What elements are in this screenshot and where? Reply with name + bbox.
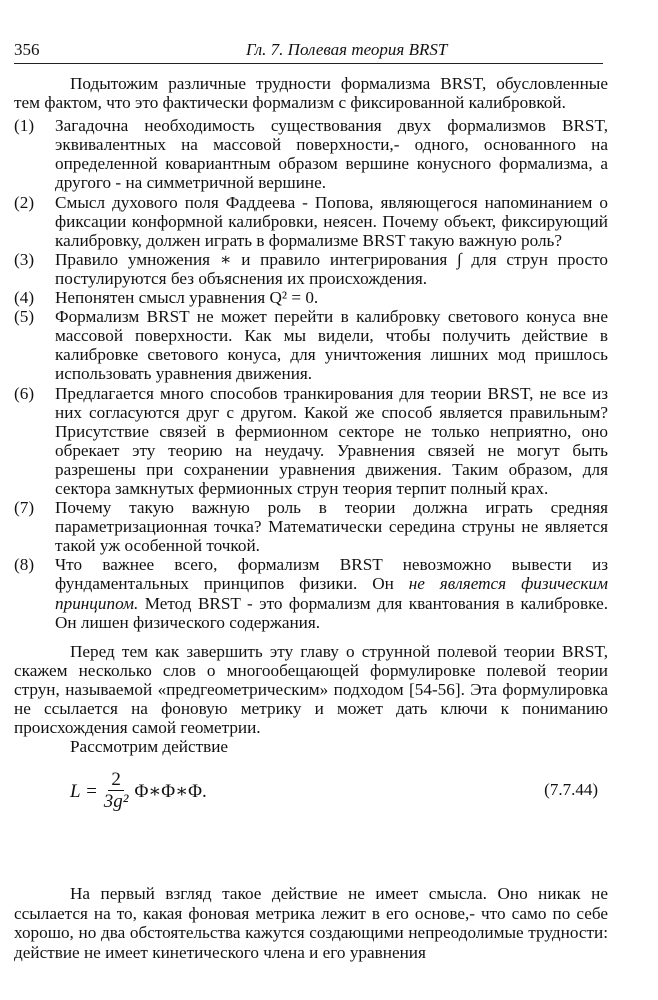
fraction-denominator: 3g² xyxy=(103,791,129,813)
list-item: (5) Формализм BRST не может перейти в калибровку светового конуса вне массовой поверхности. Как мы видели, чтобы получить действие в калибровке светового конуса, для уничтожения лишних мод пришлось использовать уравнения движения. xyxy=(14,307,608,384)
running-head: Гл. 7. Полевая теория BRST xyxy=(246,40,448,59)
difficulties-list xyxy=(14,116,608,632)
paragraph-consider: Рассмотрим действие xyxy=(70,737,229,757)
list-item: (6) Предлагается много способов транкирования для теории BRST, не все из них согласуются друг с другом. Какой же способ является правильным? Присутствие связей в фермионном секторе не только неприятно, оно обрекает эту теорию на неудачу. Уравнения связей не могут быть разрешены при сохранении уравнения движения. Таким образом, для сектора замкнутых фермионных струн теория терпит полный крах. xyxy=(14,383,608,498)
list-item: (8) Что важнее всего, формализм BRST невозможно вывести из фундаментальных принципов физики. Он не является физическим принципом. Метод BRST - это формализм для квантования в калибровке. Он лишен физического содержания. xyxy=(14,555,608,632)
closing-paragraph: На первый взгляд такое действие не имеет смысла. Оно никак не ссылается на то, какая фоновая метрика лежит в его основе,- что само по себе хорошо, но два обстоятельства кажутся создающими непреодолимые трудности: действие не имеет кинетического члена и его уравнения xyxy=(14,884,608,962)
intro-paragraph: Подытожим различные трудности формализма BRST, обусловленные тем фактом, что это фактически формализм с фиксированной калибровкой. xyxy=(14,74,608,113)
equation-number: (7.7.44) xyxy=(544,780,598,800)
equation-7-7-44 xyxy=(14,762,608,818)
list-item: (7) Почему такую важную роль в теории должна играть средняя параметризационная точка? Математически середина струны не является такой уж особенной точкой. xyxy=(14,498,608,556)
page-header xyxy=(14,40,602,62)
equation-rhs: Φ∗Φ∗Φ. xyxy=(134,781,207,803)
italic-phrase: не является физическим принципом. xyxy=(55,574,608,613)
list-item: (3) Правило умножения ∗ и правило интегрирования ∫ для струн просто постулируются без объяснения их происхождения. xyxy=(14,249,608,288)
fraction-numerator: 2 xyxy=(108,770,124,791)
page-number: 356 xyxy=(14,40,40,59)
equation-fraction xyxy=(104,770,129,813)
main-text xyxy=(14,74,608,826)
equation-body xyxy=(70,770,207,813)
list-item: (1) Загадочна необходимость существования двух формализмов BRST, эквивалентных на массовой поверхности,- одного, основанного на определенной ковариантным образом вершине конусного формализма, а другого - на симметричной вершине. xyxy=(14,116,608,193)
list-item: (4) Непонятен смысл уравнения Q² = 0. xyxy=(14,288,319,308)
equation-lhs: L = xyxy=(70,781,98,803)
header-rule xyxy=(14,63,603,64)
list-item: (2) Смысл духового поля Фаддеева - Попова, являющегося напоминанием о фиксации конформной калибровки, неясен. Почему объект, фиксирующий калибровку, должен играть в формализме BRST такую важную роль? xyxy=(14,192,608,250)
paragraph-pregeometric: Перед тем как завершить эту главу о струнной полевой теории BRST, скажем несколько слов о многообещающей формулировке полевой теории струн, называемой «предгеометрическим» подходом [54-56]. Эта формулировка не ссылается на фоновую метрику и может дать ключи к пониманию происхождения самой геометрии. xyxy=(14,641,608,738)
